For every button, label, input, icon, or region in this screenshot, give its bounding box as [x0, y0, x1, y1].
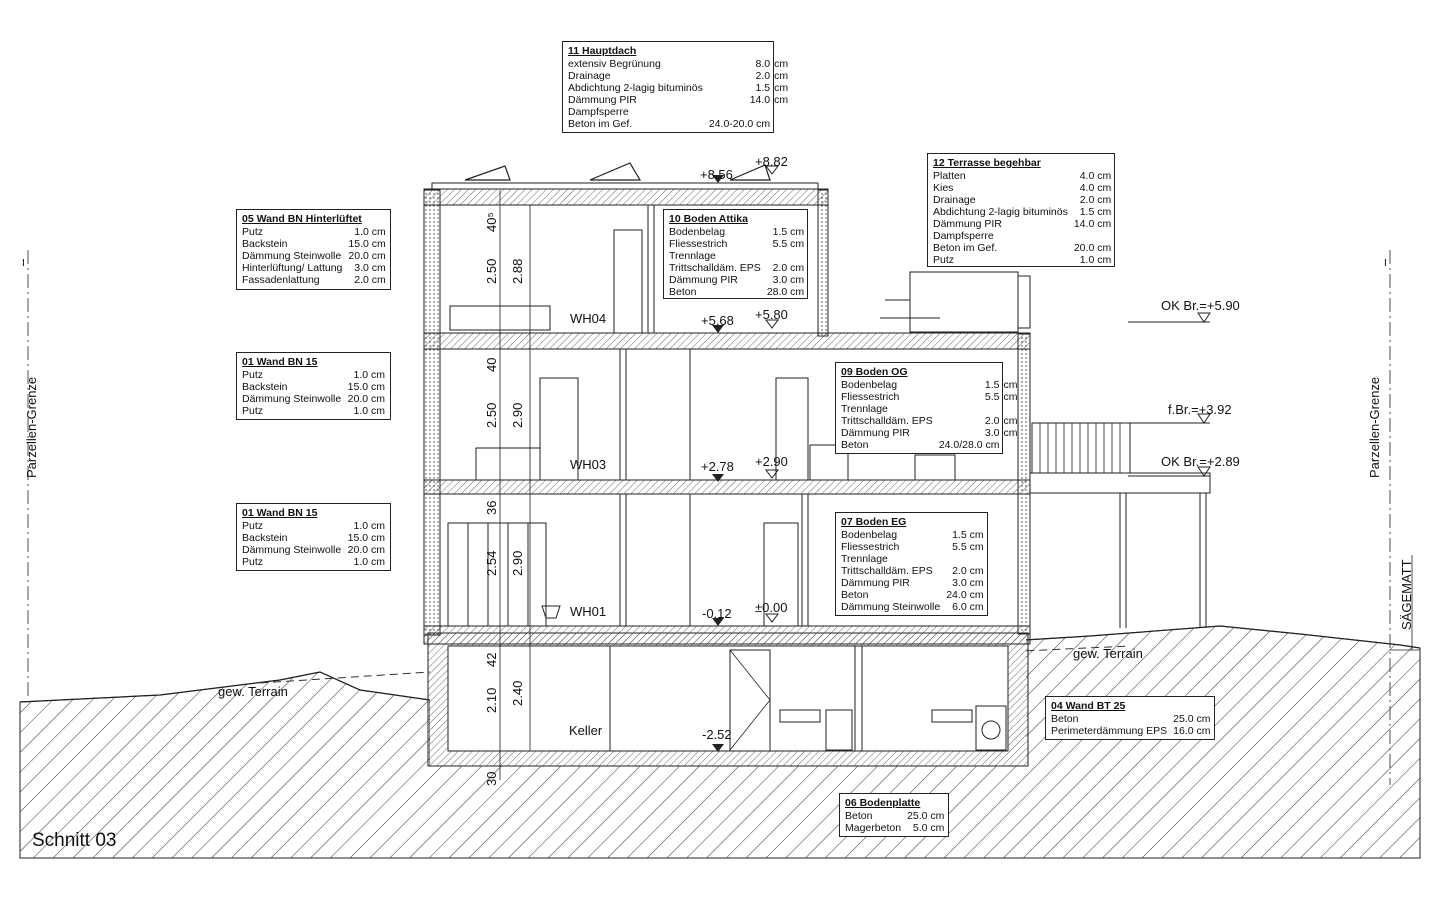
spec-table — [845, 810, 944, 834]
level-attika-a: +5.68 — [701, 313, 734, 328]
spec-row — [933, 230, 1111, 242]
spec-layer: Trennlage — [841, 553, 888, 565]
spec-layer: Fliessestrich — [669, 238, 728, 250]
spec-row — [841, 589, 984, 601]
spec-value: 16.0 cm — [1173, 725, 1211, 737]
spec-layer: Trennlage — [841, 403, 888, 415]
spec-value: cm — [1003, 415, 1018, 427]
spec-table — [1051, 713, 1211, 737]
spec-layer: Platten — [933, 170, 966, 182]
level-ok-br-lower: OK Br.=+2.89 — [1161, 454, 1240, 469]
room-wh03: WH03 — [570, 457, 607, 472]
svg-text:I: I — [1384, 258, 1387, 269]
spec-layer: Abdichtung 2-lagig bituminös — [933, 206, 1068, 218]
spec-value: cm — [774, 70, 789, 82]
spec-row — [669, 238, 804, 250]
spec-row — [841, 439, 1018, 451]
spec-boden-eg — [835, 512, 988, 616]
spec-layer: Dämmung Steinwolle — [242, 393, 342, 405]
spec-layer: Bodenbelag — [841, 529, 898, 541]
spec-value: cm — [774, 94, 789, 106]
spec-title: 06 Bodenplatte — [845, 797, 921, 809]
spec-row — [242, 532, 385, 544]
spec-layer: Drainage — [568, 70, 611, 82]
spec-row — [841, 565, 984, 577]
spec-row — [841, 391, 1018, 403]
spec-title: 01 Wand BN 15 — [242, 507, 318, 519]
spec-layer: Magerbeton — [845, 822, 902, 834]
spec-row — [568, 82, 788, 94]
spec-layer: Kies — [933, 182, 954, 194]
spec-row — [669, 286, 804, 298]
spec-value: 2.0 — [755, 70, 771, 82]
spec-value: 2.0 cm — [952, 565, 984, 577]
spec-value: 1.5 cm — [952, 529, 984, 541]
spec-value: cm — [1003, 391, 1018, 403]
spec-title: 04 Wand BT 25 — [1051, 700, 1126, 712]
spec-layer: Fliessestrich — [841, 541, 900, 553]
spec-layer: Beton — [845, 810, 873, 822]
dim-text: 40⁵ — [484, 212, 499, 232]
spec-row — [841, 415, 1018, 427]
dim-text: 42 — [484, 652, 499, 667]
spec-value — [1000, 439, 1018, 451]
spec-table — [841, 529, 984, 613]
spec-wand-bn15-upper — [236, 352, 391, 420]
spec-row — [841, 541, 984, 553]
spec-layer: Dämmung PIR — [841, 427, 910, 439]
spec-row — [242, 274, 386, 286]
spec-layer: Putz — [242, 520, 264, 532]
spec-layer: Putz — [242, 369, 264, 381]
spec-title: 12 Terrasse begehbar — [933, 157, 1041, 169]
spec-title: 01 Wand BN 15 — [242, 356, 318, 368]
spec-layer: Fliessestrich — [841, 391, 900, 403]
level-roof: +8.56 — [700, 167, 733, 182]
spec-title: 10 Boden Attika — [669, 213, 748, 225]
dim-text: 2.50 — [484, 258, 499, 284]
spec-layer: Putz — [242, 226, 264, 238]
spec-row — [669, 274, 804, 286]
spec-value: 15.0 cm — [348, 238, 386, 250]
spec-layer: Dämmung PIR — [669, 274, 738, 286]
spec-hauptdach — [562, 41, 789, 133]
spec-value: 25.0 cm — [907, 810, 945, 822]
spec-table — [242, 520, 385, 568]
spec-value — [1068, 230, 1111, 242]
spec-row — [242, 381, 385, 393]
spec-row — [568, 70, 788, 82]
spec-value: 20.0 cm — [1073, 242, 1112, 254]
spec-value: 24.0/28.0 cm — [938, 439, 1000, 451]
dim-text: 2.40 — [510, 680, 525, 706]
spec-value: 14.0 — [749, 94, 771, 106]
spec-value: 3.0 cm — [952, 577, 984, 589]
spec-table — [933, 170, 1111, 266]
spec-layer: Putz — [933, 254, 955, 266]
spec-value: 5.5 cm — [952, 541, 984, 553]
spec-row — [242, 369, 385, 381]
spec-value: 1.5 cm — [1079, 206, 1112, 218]
spec-title: 05 Wand BN Hinterlüftet — [242, 213, 362, 225]
spec-layer: Bodenbelag — [669, 226, 726, 238]
spec-value: 4.0 cm — [1079, 182, 1112, 194]
spec-layer: Dämmung PIR — [841, 577, 910, 589]
spec-value: cm — [774, 82, 789, 94]
spec-value: 3.0 cm — [772, 274, 805, 286]
spec-table — [841, 379, 1018, 451]
spec-row — [669, 262, 804, 274]
spec-row — [841, 601, 984, 613]
spec-value — [770, 118, 788, 130]
spec-value: 28.0 cm — [766, 286, 805, 298]
spec-row — [242, 556, 385, 568]
spec-value: 1.5 — [755, 82, 771, 94]
dim-text: 2.88 — [510, 258, 525, 284]
dim-text: 2.50 — [484, 402, 499, 428]
spec-layer: Backstein — [242, 238, 288, 250]
spec-value: 1.0 cm — [1079, 254, 1112, 266]
spec-layer: Dampfsperre — [933, 230, 994, 242]
level-roof-top: +8.82 — [755, 154, 788, 169]
spec-layer: Fassadenlattung — [242, 274, 320, 286]
spec-value: 8.0 — [755, 58, 771, 70]
spec-row — [845, 810, 944, 822]
spec-layer: Abdichtung 2-lagig bituminös — [568, 82, 703, 94]
spec-layer: Dämmung PIR — [933, 218, 1002, 230]
spec-value: 1.0 cm — [353, 556, 385, 568]
spec-layer: Bodenbelag — [841, 379, 898, 391]
spec-value — [1000, 403, 1018, 415]
spec-value: 1.5 — [984, 379, 1000, 391]
spec-layer: Beton im Gef. — [568, 118, 633, 130]
spec-value: 3.0 cm — [354, 262, 386, 274]
spec-layer: Perimeterdämmung EPS — [1051, 725, 1168, 737]
dim-text: 2.10 — [484, 687, 499, 713]
spec-value: cm — [1003, 379, 1018, 391]
spec-row — [933, 206, 1111, 218]
spec-layer: Trittschalldäm. EPS — [669, 262, 761, 274]
spec-value: 15.0 cm — [347, 381, 385, 393]
spec-row — [242, 544, 385, 556]
spec-value: 3.0 — [984, 427, 1000, 439]
spec-layer: Drainage — [933, 194, 976, 206]
spec-value: 2.0 cm — [1079, 194, 1112, 206]
level-ok-br-upper: OK Br.=+5.90 — [1161, 298, 1240, 313]
room-wh01: WH01 — [570, 604, 607, 619]
spec-value: 5.5 cm — [772, 238, 805, 250]
spec-wand-hinterlueftet — [236, 209, 391, 290]
spec-layer: Dämmung Steinwolle — [242, 250, 342, 262]
spec-value: cm — [774, 58, 789, 70]
level-eg-a: -0.12 — [702, 606, 732, 621]
spec-value: 1.0 cm — [353, 369, 385, 381]
spec-value — [940, 553, 983, 565]
spec-layer: Putz — [242, 405, 264, 417]
spec-layer: Hinterlüftung/ Lattung — [242, 262, 343, 274]
spec-row — [933, 254, 1111, 266]
dim-text: 36 — [484, 500, 499, 515]
spec-row — [242, 226, 386, 238]
room-keller: Keller — [569, 723, 603, 738]
spec-row — [242, 405, 385, 417]
spec-row — [841, 403, 1018, 415]
spec-terrasse — [927, 153, 1115, 267]
dim-text: 40 — [484, 357, 499, 372]
spec-layer: Trennlage — [669, 250, 716, 262]
spec-value: 14.0 cm — [1073, 218, 1112, 230]
spec-value: 1.0 cm — [353, 520, 385, 532]
spec-row — [568, 58, 788, 70]
spec-table — [669, 226, 804, 298]
level-eg-b: ±0.00 — [755, 600, 788, 615]
dim-text: 2.54 — [484, 550, 499, 576]
spec-layer: Beton — [841, 589, 869, 601]
spec-row — [1051, 725, 1211, 737]
spec-layer: Dämmung PIR — [568, 94, 637, 106]
level-attika-b: +5.80 — [755, 307, 788, 322]
spec-value: 5.0 cm — [912, 822, 945, 834]
spec-layer: Beton — [669, 286, 697, 298]
spec-value: 5.5 — [984, 391, 1000, 403]
level-og-a: +2.78 — [701, 459, 734, 474]
spec-value: 24.0-20.0 cm — [708, 118, 771, 130]
spec-layer: Trittschalldäm. EPS — [841, 415, 933, 427]
spec-row — [845, 822, 944, 834]
spec-title: 07 Boden EG — [841, 516, 907, 528]
room-wh04: WH04 — [570, 311, 607, 326]
spec-value — [933, 403, 1000, 415]
spec-row — [933, 170, 1111, 182]
level-f-br: f.Br.=+3.92 — [1168, 402, 1232, 417]
spec-layer: Backstein — [242, 381, 288, 393]
spec-layer: Trittschalldäm. EPS — [841, 565, 933, 577]
spec-row — [1051, 713, 1211, 725]
spec-row — [841, 553, 984, 565]
spec-layer: Beton im Gef. — [933, 242, 998, 254]
spec-boden-og — [835, 362, 1018, 454]
spec-wand-bn15-lower — [236, 503, 391, 571]
spec-row — [669, 226, 804, 238]
spec-layer: Dämmung Steinwolle — [242, 544, 342, 556]
spec-layer: Putz — [242, 556, 264, 568]
spec-row — [568, 94, 788, 106]
spec-value: cm — [1003, 427, 1018, 439]
spec-row — [568, 118, 788, 130]
road-label: SÄGEMATT — [1399, 559, 1414, 630]
terrain-label-right: gew. Terrain — [1073, 646, 1143, 661]
spec-value: 24.0 cm — [946, 589, 984, 601]
spec-value: 20.0 cm — [347, 544, 385, 556]
spec-value: 6.0 cm — [952, 601, 984, 613]
spec-table — [242, 226, 386, 286]
spec-row — [242, 520, 385, 532]
dim-text: 2.90 — [510, 402, 525, 428]
spec-table — [568, 58, 788, 130]
spec-value: 2.0 — [984, 415, 1000, 427]
spec-value: 25.0 cm — [1173, 713, 1211, 725]
spec-row — [841, 379, 1018, 391]
spec-value — [761, 250, 804, 262]
spec-value: 1.0 cm — [354, 226, 386, 238]
spec-boden-attika — [663, 209, 808, 299]
spec-value: 20.0 cm — [348, 250, 386, 262]
spec-value: 2.0 cm — [772, 262, 805, 274]
spec-value: 1.0 cm — [353, 405, 385, 417]
dim-text: 30 — [484, 771, 499, 786]
spec-value — [770, 106, 788, 118]
spec-row — [568, 106, 788, 118]
spec-title: 11 Hauptdach — [568, 45, 637, 57]
spec-row — [933, 218, 1111, 230]
svg-text:I: I — [22, 258, 25, 269]
spec-layer: extensiv Begrünung — [568, 58, 661, 70]
spec-row — [841, 577, 984, 589]
spec-value: 4.0 cm — [1079, 170, 1112, 182]
level-keller: -2.52 — [702, 727, 732, 742]
dim-text: 2.90 — [510, 550, 525, 576]
spec-layer: Backstein — [242, 532, 288, 544]
spec-row — [841, 427, 1018, 439]
spec-layer: Beton — [841, 439, 869, 451]
spec-layer: Beton — [1051, 713, 1079, 725]
terrain-label-left: gew. Terrain — [218, 684, 288, 699]
spec-value — [703, 106, 770, 118]
spec-row — [669, 250, 804, 262]
spec-row — [242, 262, 386, 274]
level-og-b: +2.90 — [755, 454, 788, 469]
drawing-title: Schnitt 03 — [32, 830, 117, 851]
spec-wand-bt25 — [1045, 696, 1215, 740]
boundary-label-right: Parzellen-Grenze — [1367, 376, 1382, 478]
spec-row — [933, 182, 1111, 194]
spec-layer: Dampfsperre — [568, 106, 629, 118]
spec-value: 1.5 cm — [772, 226, 805, 238]
spec-value: 20.0 cm — [347, 393, 385, 405]
spec-row — [933, 242, 1111, 254]
spec-value: 15.0 cm — [347, 532, 385, 544]
spec-row — [242, 238, 386, 250]
spec-row — [933, 194, 1111, 206]
spec-layer: Dämmung Steinwolle — [841, 601, 941, 613]
spec-table — [242, 369, 385, 417]
spec-title: 09 Boden OG — [841, 366, 908, 378]
spec-row — [242, 250, 386, 262]
spec-row — [242, 393, 385, 405]
spec-value: 2.0 cm — [354, 274, 386, 286]
spec-row — [841, 529, 984, 541]
boundary-label-left: Parzellen-Grenze — [24, 376, 39, 478]
spec-bodenplatte — [839, 793, 949, 837]
